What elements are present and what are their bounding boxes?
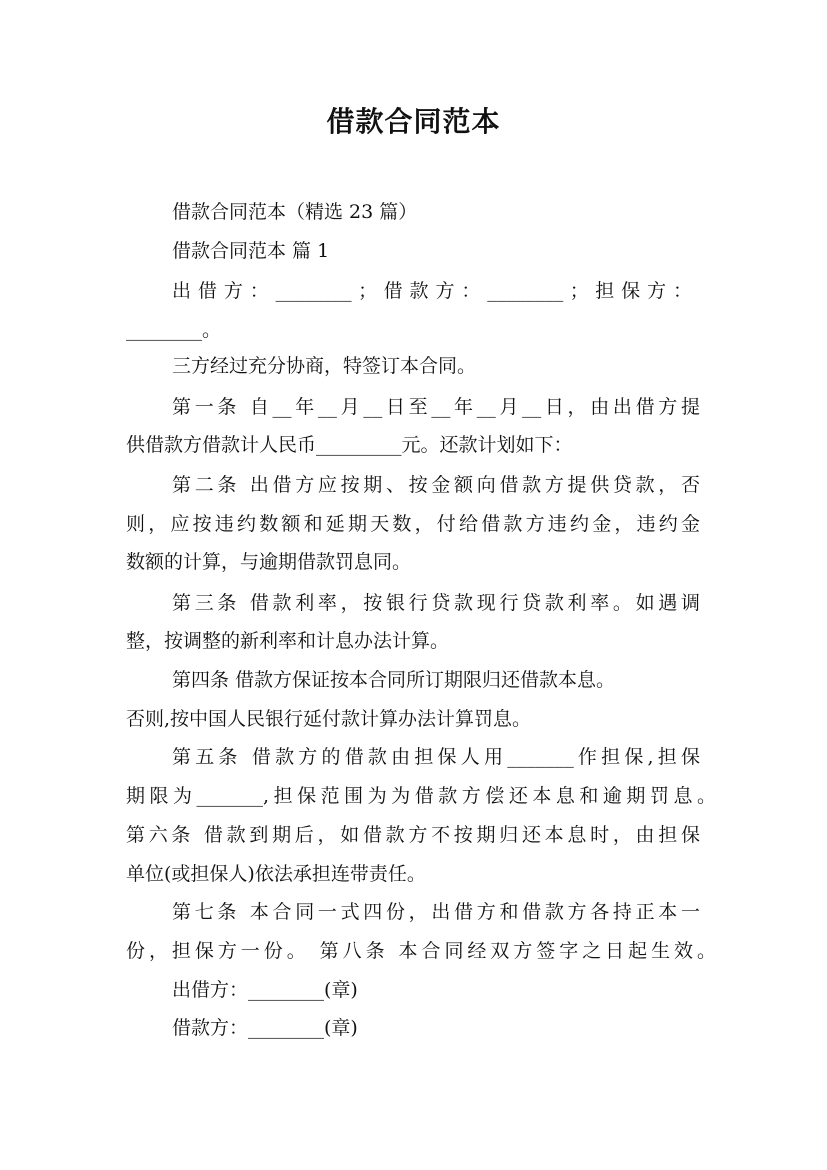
intro-line: 三方经过充分协商，特签订本合同。 xyxy=(172,355,477,377)
article-6-line: 第六条 借款到期后，如借款方不按期归还本息时，由担保 xyxy=(126,824,700,846)
article-2-line-end: 数额的计算，与逾期借款罚息同。 xyxy=(126,551,412,573)
borrower-signature-line: 借款方：________(章) xyxy=(172,1017,358,1039)
section-heading: 借款合同范本 篇 1 xyxy=(172,240,330,262)
article-3-line: 第三条 借款利率，按银行贷款现行贷款利率。如遇调 xyxy=(172,592,700,614)
article-4-line: 第四条 借款方保证按本合同所订期限归还借款本息。 xyxy=(172,669,616,691)
parties-line-cont: ________。 xyxy=(126,319,222,341)
document-title: 借款合同范本 xyxy=(326,105,501,138)
article-1-line: 第一条 自__年__月__日至__年__月__日，由出借方提 xyxy=(172,396,700,418)
article-5-line: 第五条 借款方的借款由担保人用_______作担保,担保 xyxy=(172,746,700,768)
article-4-line-cont: 否则,按中国人民银行延付款计算办法计算罚息。 xyxy=(126,708,532,730)
article-7-8-line: 份，担保方一份。 第八条 本合同经双方签字之日起生效。 xyxy=(126,940,716,962)
article-2-line: 第二条 出借方应按期、按金额向借款方提供贷款，否 xyxy=(172,474,700,496)
article-3-line-cont: 整，按调整的新利率和计息办法计算。 xyxy=(126,630,450,652)
article-1-line-cont: 供借款方借款计人民币_________元。还款计划如下： xyxy=(126,434,573,456)
lender-signature-line: 出借方：________(章) xyxy=(172,979,358,1001)
parties-line: 出 借 方 ： ________ ； 借 款 方 ： ________ ； 担 保 方 ： xyxy=(172,280,692,302)
subtitle-line: 借款合同范本（精选 23 篇） xyxy=(172,201,418,223)
article-6-line-cont: 单位(或担保人)依法承担连带责任。 xyxy=(126,863,426,885)
article-2-line-cont: 则，应按违约数额和延期天数，付给借款方违约金，违约金 xyxy=(126,513,700,535)
article-5-line-cont: 期限为_______,担保范围为为借款方偿还本息和逾期罚息。 xyxy=(126,785,716,807)
article-7-line: 第七条 本合同一式四份，出借方和借款方各持正本一 xyxy=(172,901,700,923)
